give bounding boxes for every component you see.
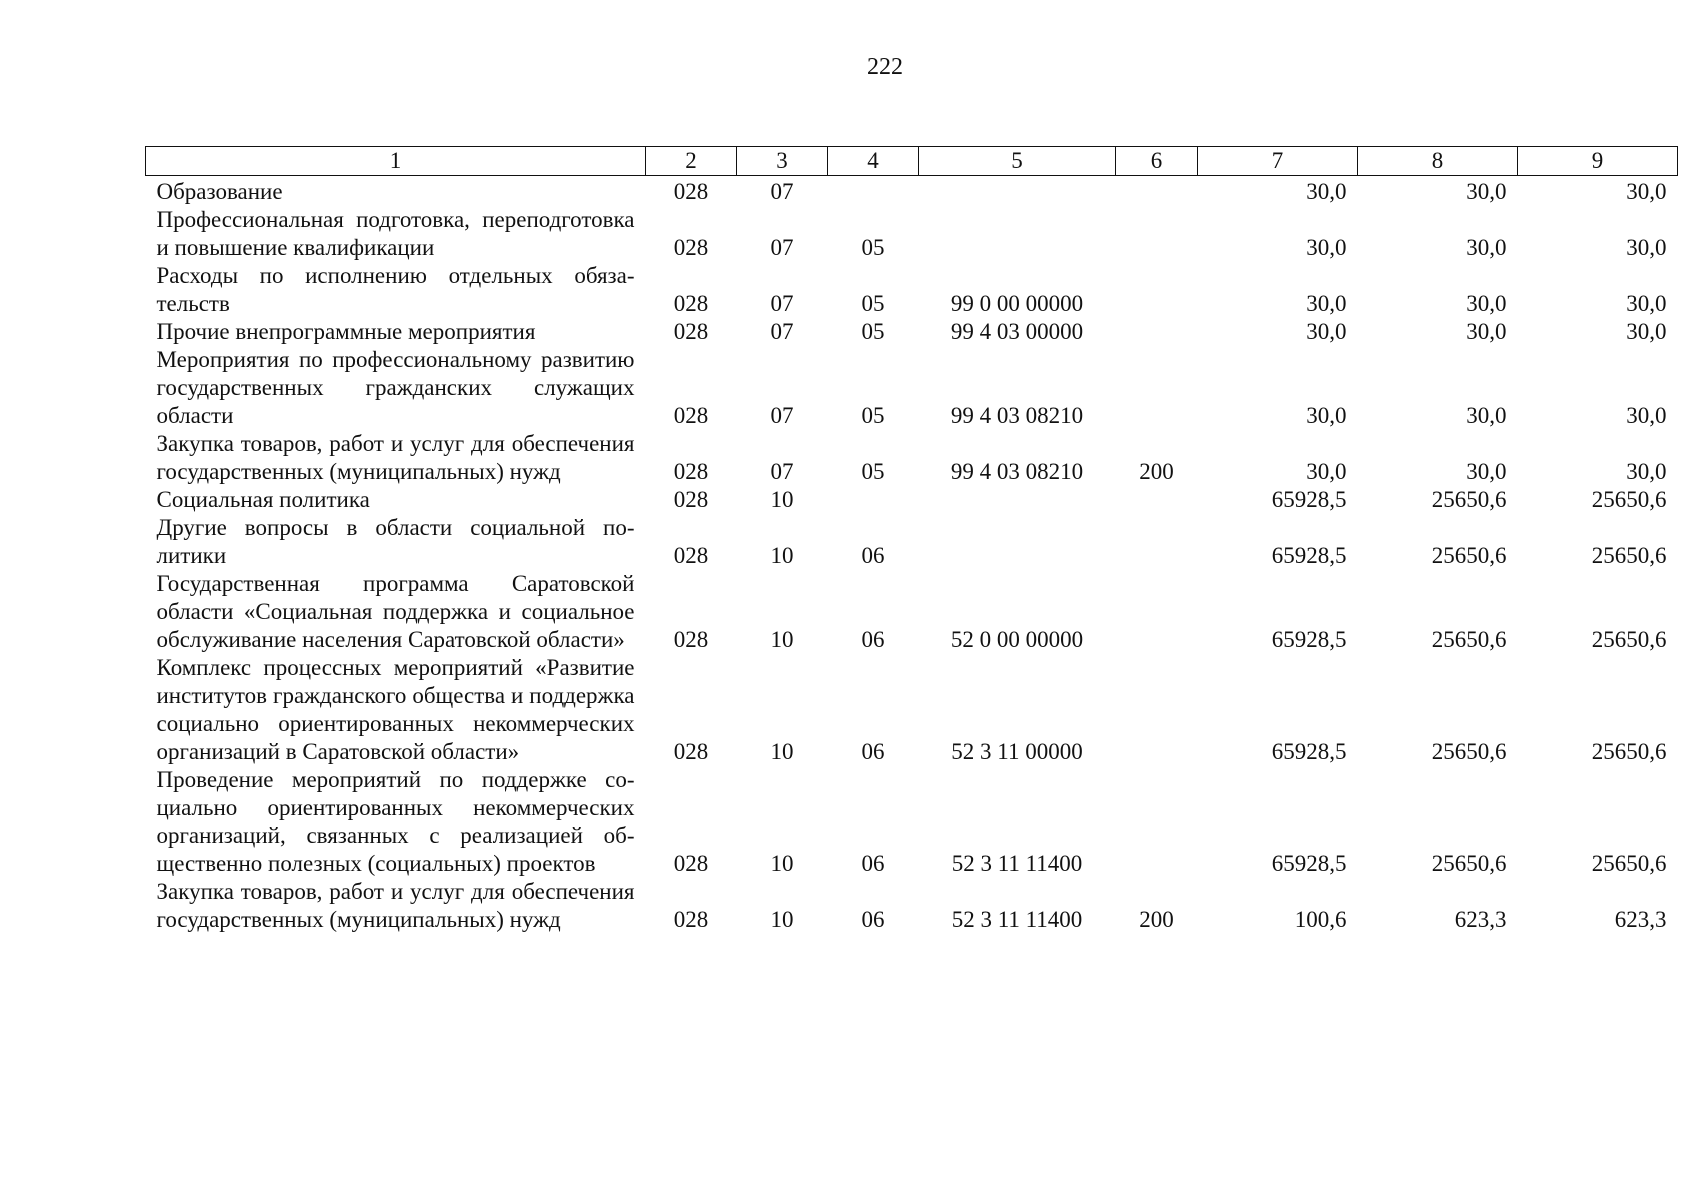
column-header: 2 bbox=[646, 147, 737, 176]
cell-subsection: 06 bbox=[861, 627, 885, 652]
budget-table bbox=[145, 146, 1678, 934]
cell-amount-col8: 30,0 bbox=[1466, 291, 1507, 316]
cell-code: 028 bbox=[673, 291, 709, 316]
cell-subsection: 06 bbox=[861, 907, 885, 932]
cell-subsection: 05 bbox=[861, 403, 885, 428]
row-name: Закупка товаров, работ и услуг для обеспечения государственных (муниципальных) нужд bbox=[156, 879, 635, 932]
cell-target-article: 52 0 00 00000 bbox=[950, 627, 1084, 652]
cell-section: 07 bbox=[770, 291, 794, 316]
cell-amount-col9: 30,0 bbox=[1626, 291, 1667, 316]
cell-code: 028 bbox=[673, 459, 709, 484]
cell-target-article bbox=[919, 206, 1116, 262]
cell-expense-type bbox=[1116, 346, 1198, 430]
cell-amount-col8: 25650,6 bbox=[1431, 543, 1507, 568]
cell-section: 07 bbox=[770, 319, 794, 344]
row-name: Прочие внепрограммные мероприятия bbox=[156, 319, 536, 344]
table-body bbox=[146, 176, 1678, 935]
cell-target-article: 99 4 03 00000 bbox=[950, 319, 1084, 344]
cell-amount-col8: 30,0 bbox=[1466, 319, 1507, 344]
cell-section: 10 bbox=[770, 543, 794, 568]
row-name: Расходы по исполнению отдельных обязательств bbox=[156, 263, 635, 316]
cell-amount-col8: 623,3 bbox=[1454, 907, 1507, 932]
cell-amount-col7: 30,0 bbox=[1306, 403, 1347, 428]
cell-section: 07 bbox=[770, 403, 794, 428]
column-header: 4 bbox=[828, 147, 919, 176]
cell-code: 028 bbox=[673, 319, 709, 344]
table-row bbox=[146, 486, 1678, 514]
cell-code: 028 bbox=[673, 235, 709, 260]
column-header: 5 bbox=[919, 147, 1116, 176]
cell-target-article bbox=[919, 486, 1116, 514]
cell-amount-col8: 25650,6 bbox=[1431, 851, 1507, 876]
cell-target-article: 99 4 03 08210 bbox=[950, 459, 1084, 484]
cell-expense-type bbox=[1116, 206, 1198, 262]
row-name: Проведение мероприятий по поддержке социально ориентированных некоммерческих организаций, связанных с реализацией общественно полезных (социальных) проектов bbox=[156, 767, 635, 876]
cell-amount-col7: 30,0 bbox=[1306, 459, 1347, 484]
cell-subsection bbox=[828, 176, 919, 207]
cell-amount-col9: 30,0 bbox=[1626, 319, 1667, 344]
cell-target-article: 99 4 03 08210 bbox=[950, 403, 1084, 428]
row-name: Мероприятия по профессиональному развитию государственных гражданских служащих области bbox=[156, 347, 635, 428]
cell-amount-col8: 25650,6 bbox=[1431, 627, 1507, 652]
cell-amount-col9: 25650,6 bbox=[1591, 543, 1667, 568]
cell-expense-type bbox=[1116, 514, 1198, 570]
cell-subsection: 05 bbox=[861, 291, 885, 316]
cell-section: 10 bbox=[770, 487, 794, 512]
cell-amount-col9: 30,0 bbox=[1626, 179, 1667, 204]
cell-code: 028 bbox=[673, 907, 709, 932]
table-row bbox=[146, 206, 1678, 262]
cell-expense-type bbox=[1116, 570, 1198, 654]
table-row bbox=[146, 654, 1678, 766]
cell-amount-col7: 65928,5 bbox=[1271, 627, 1347, 652]
cell-section: 07 bbox=[770, 235, 794, 260]
column-header: 3 bbox=[737, 147, 828, 176]
cell-code: 028 bbox=[673, 851, 709, 876]
cell-section: 07 bbox=[770, 179, 794, 204]
cell-amount-col8: 30,0 bbox=[1466, 403, 1507, 428]
cell-expense-type bbox=[1116, 176, 1198, 207]
cell-target-article: 52 3 11 11400 bbox=[951, 907, 1083, 932]
cell-amount-col8: 30,0 bbox=[1466, 179, 1507, 204]
table-row bbox=[146, 176, 1678, 207]
cell-amount-col9: 25650,6 bbox=[1591, 739, 1667, 764]
row-name: Профессиональная подготовка, переподготовка и повышение квалификации bbox=[156, 207, 635, 260]
cell-section: 10 bbox=[770, 851, 794, 876]
cell-code: 028 bbox=[673, 403, 709, 428]
cell-code: 028 bbox=[673, 487, 709, 512]
cell-amount-col7: 100,6 bbox=[1294, 907, 1347, 932]
table-row bbox=[146, 570, 1678, 654]
table-row bbox=[146, 514, 1678, 570]
cell-code: 028 bbox=[673, 179, 709, 204]
page-number: 222 bbox=[867, 54, 903, 80]
row-name: Закупка товаров, работ и услуг для обеспечения государственных (муниципальных) нужд bbox=[156, 431, 635, 484]
cell-amount-col7: 65928,5 bbox=[1271, 851, 1347, 876]
cell-amount-col7: 30,0 bbox=[1306, 235, 1347, 260]
cell-amount-col9: 623,3 bbox=[1614, 907, 1667, 932]
cell-amount-col8: 25650,6 bbox=[1431, 739, 1507, 764]
cell-amount-col7: 30,0 bbox=[1306, 319, 1347, 344]
cell-amount-col9: 25650,6 bbox=[1591, 627, 1667, 652]
cell-amount-col7: 65928,5 bbox=[1271, 543, 1347, 568]
cell-target-article bbox=[919, 176, 1116, 207]
cell-amount-col9: 30,0 bbox=[1626, 459, 1667, 484]
cell-section: 10 bbox=[770, 627, 794, 652]
cell-code: 028 bbox=[673, 739, 709, 764]
cell-amount-col9: 30,0 bbox=[1626, 403, 1667, 428]
cell-amount-col8: 25650,6 bbox=[1431, 487, 1507, 512]
cell-expense-type bbox=[1116, 318, 1198, 346]
cell-expense-type bbox=[1116, 262, 1198, 318]
column-header: 1 bbox=[146, 147, 646, 176]
table-row bbox=[146, 878, 1678, 934]
cell-expense-type bbox=[1116, 486, 1198, 514]
cell-subsection: 06 bbox=[861, 739, 885, 764]
cell-amount-col7: 65928,5 bbox=[1271, 739, 1347, 764]
row-name: Государственная программа Саратовской области «Социальная поддержка и социальное обслуживание населения Саратовской области» bbox=[156, 571, 635, 652]
column-header: 6 bbox=[1116, 147, 1198, 176]
header-row bbox=[146, 147, 1678, 176]
cell-amount-col9: 25650,6 bbox=[1591, 851, 1667, 876]
cell-subsection: 05 bbox=[861, 459, 885, 484]
column-header: 7 bbox=[1198, 147, 1358, 176]
cell-section: 10 bbox=[770, 907, 794, 932]
row-name: Другие вопросы в области социальной политики bbox=[156, 515, 635, 568]
cell-expense-type bbox=[1116, 766, 1198, 878]
cell-code: 028 bbox=[673, 543, 709, 568]
row-name: Комплекс процессных мероприятий «Развитие институтов гражданского общества и поддержка социально ориентированных некоммерческих организаций в Саратовской области» bbox=[156, 655, 635, 764]
cell-amount-col7: 30,0 bbox=[1306, 291, 1347, 316]
cell-subsection: 05 bbox=[861, 319, 885, 344]
table-row bbox=[146, 430, 1678, 486]
cell-amount-col8: 30,0 bbox=[1466, 235, 1507, 260]
cell-target-article: 52 3 11 00000 bbox=[951, 739, 1083, 764]
cell-amount-col8: 30,0 bbox=[1466, 459, 1507, 484]
table-row bbox=[146, 262, 1678, 318]
table-row bbox=[146, 318, 1678, 346]
cell-section: 07 bbox=[770, 459, 794, 484]
row-name: Социальная политика bbox=[156, 487, 370, 512]
cell-subsection bbox=[828, 486, 919, 514]
cell-code: 028 bbox=[673, 627, 709, 652]
cell-section: 10 bbox=[770, 739, 794, 764]
cell-target-article: 99 0 00 00000 bbox=[950, 291, 1084, 316]
cell-amount-col9: 25650,6 bbox=[1591, 487, 1667, 512]
cell-amount-col7: 65928,5 bbox=[1271, 487, 1347, 512]
cell-target-article bbox=[919, 514, 1116, 570]
column-header: 8 bbox=[1358, 147, 1518, 176]
cell-expense-type: 200 bbox=[1139, 459, 1174, 484]
column-header: 9 bbox=[1518, 147, 1678, 176]
cell-subsection: 06 bbox=[861, 851, 885, 876]
cell-subsection: 05 bbox=[861, 235, 885, 260]
cell-subsection: 06 bbox=[861, 543, 885, 568]
table-row bbox=[146, 346, 1678, 430]
cell-expense-type: 200 bbox=[1139, 907, 1174, 932]
cell-amount-col7: 30,0 bbox=[1306, 179, 1347, 204]
cell-target-article: 52 3 11 11400 bbox=[951, 851, 1083, 876]
cell-expense-type bbox=[1116, 654, 1198, 766]
row-name: Образование bbox=[156, 179, 283, 204]
table-row bbox=[146, 766, 1678, 878]
cell-amount-col9: 30,0 bbox=[1626, 235, 1667, 260]
